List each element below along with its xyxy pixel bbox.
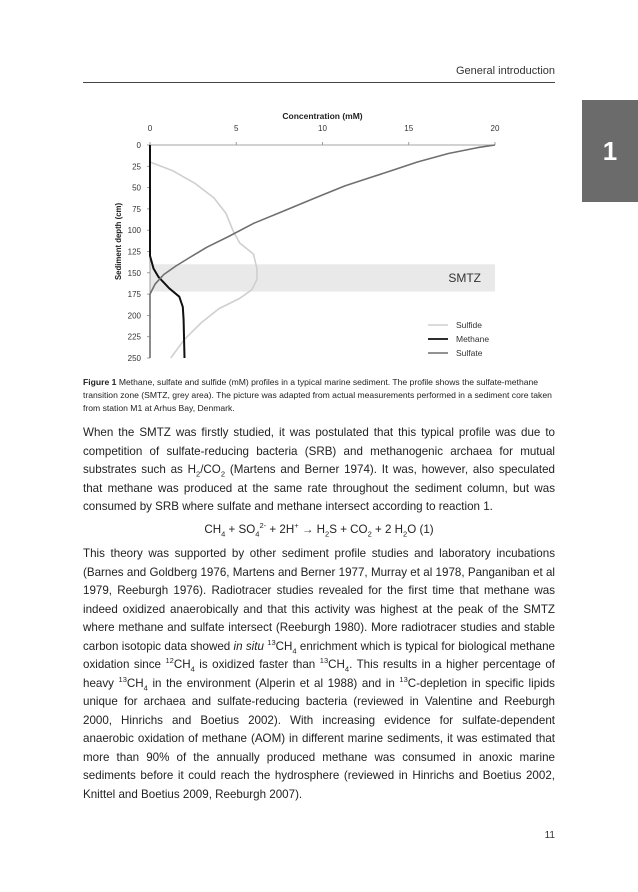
- p1-text-3: (Martens and Berner 1974). It was, however, also speculated that methane was produced at the same rate throughout the sediment column, but was consumed by SRB where sulfate and methane intersect according to reaction 1.: [83, 463, 555, 513]
- p1-text-1: When the SMTZ was firstly studied, it was postulated that this typical profile was due to competition of sulfate-reducing bacteria (SRB) and methanogenic archaea for mutual substrates such as H: [83, 426, 555, 476]
- eq-part: CH: [204, 523, 222, 536]
- x-tick-label: 15: [404, 124, 414, 133]
- eq-sub: 2: [403, 529, 408, 539]
- reaction-equation: [83, 521, 555, 539]
- y-tick-label: 125: [127, 247, 141, 257]
- running-header: General introduction: [455, 65, 555, 77]
- p2-sub: 4: [143, 682, 148, 692]
- series-line-sulfate: [150, 145, 495, 358]
- smtz-label: SMTZ: [448, 270, 481, 285]
- p2-sub: 4: [292, 645, 297, 655]
- p2-text: in the environment (Alperin et al 1988) and in: [147, 676, 400, 690]
- y-tick-label: 100: [127, 226, 141, 236]
- p2-sub: 4: [190, 664, 195, 674]
- eq-part: → H: [298, 523, 326, 536]
- eq-part: + 2 H: [371, 523, 404, 536]
- legend-label-methane: Methane: [456, 334, 490, 344]
- depth-profile-chart: [83, 100, 503, 370]
- paragraph-2: [83, 545, 555, 804]
- smtz-band: [150, 264, 495, 291]
- eq-part: + SO: [225, 523, 256, 536]
- eq-part: S + CO: [329, 523, 368, 536]
- p2-sup: 13: [319, 656, 329, 666]
- eq-sup: +: [294, 521, 299, 531]
- x-tick-label: 5: [234, 124, 239, 133]
- series-line-sulfide: [150, 145, 257, 358]
- eq-sub: 2: [325, 529, 330, 539]
- p2-sub: 4: [344, 664, 350, 674]
- eq-sub: 4: [255, 529, 260, 539]
- p2-sup: 12: [165, 656, 174, 666]
- chapter-tab: [582, 100, 638, 202]
- y-tick-label: 250: [127, 354, 141, 363]
- caption-label: Figure 1: [83, 377, 117, 387]
- chart-title: Concentration (mM): [282, 111, 363, 121]
- eq-sup: 2-: [259, 521, 267, 531]
- legend-label-sulfate: Sulfate: [456, 348, 483, 358]
- x-tick-label: 10: [318, 124, 327, 133]
- p1-sub: 2: [220, 469, 226, 479]
- header-rule: [83, 82, 555, 83]
- p2-text: CH: [328, 658, 345, 671]
- series-line-methane: [150, 145, 185, 358]
- p2-text: C-depletion in specific lipids unique for archaea and sulfate-reducing bacteria (reviewed in Valentine and Reeburgh 2000, Hinrichs and Boetius 2002). With increasing evidence for sulfate-dependent anaerobic oxidation of methane (AOM) in different marine sediments, it was estimated that more than 90% of the annually produced methane was consumed in anoxic marine sediments before it could reach the hydrosphere (reviewed in Hinrichs and Boetius 2002, Knittel and Boetius 2009, Reeburgh 2007).: [83, 676, 555, 801]
- page-number: 11: [544, 830, 555, 841]
- caption-text: Methane, sulfate and sulfide (mM) profiles in a typical marine sediment. The profile shows the sulfate-methane transition zone (SMTZ, grey area). The picture was adapted from actual measurements performed in a sediment core taken from station M1 at Arhus Bay, Denmark.: [83, 377, 552, 413]
- p2-text: is oxidized faster than: [194, 658, 320, 671]
- legend-label-sulfide: Sulfide: [456, 320, 482, 330]
- chapter-number: 1: [602, 135, 618, 166]
- p2-text: CH: [173, 658, 191, 671]
- p2-sup: 13: [399, 674, 408, 684]
- p2-text: This theory was supported by other sediment profile studies and laboratory incubations (Barnes and Goldberg 1976, Martens and Berner 1977, Murray et al 1978, Panganiban et al 1979, Reeburgh 1976). Radiotracer studies revealed for the first time that methane was indeed oxidized anaerobically and that this activity was highest at the peak of the SMTZ where methane and sulfate intersect (Reeburgh 1980). More radiotracer studies and stable carbon isotopic data showed: [83, 547, 555, 653]
- figure-caption: [83, 376, 555, 415]
- y-tick-label: 0: [136, 141, 141, 150]
- p2-text: CH: [275, 639, 293, 653]
- y-tick-label: 150: [127, 268, 141, 278]
- paragraph-1: [83, 424, 555, 517]
- p2-text: . This results in a higher percentage of heavy: [83, 658, 555, 690]
- p1-sub: 2: [196, 469, 201, 479]
- y-axis-label: Sediment depth (cm): [114, 202, 123, 281]
- p2-sup: 13: [267, 637, 276, 647]
- eq-part: + 2H: [266, 523, 295, 536]
- y-tick-label: 25: [132, 162, 141, 172]
- x-tick-label: 20: [490, 124, 500, 133]
- y-tick-label: 200: [127, 311, 141, 321]
- p1-text-2: /CO: [200, 463, 221, 476]
- p2-italic: in situ: [233, 639, 264, 653]
- y-tick-label: 225: [127, 332, 141, 342]
- y-tick-label: 175: [127, 290, 141, 300]
- eq-sub: 4: [221, 529, 226, 539]
- eq-part: O (1): [407, 523, 434, 536]
- p2-text: CH: [126, 676, 144, 690]
- p2-text: enrichment which is typical for biological methane oxidation since: [83, 639, 555, 671]
- y-tick-label: 50: [132, 183, 141, 193]
- eq-sub: 2: [367, 529, 372, 539]
- x-tick-label: 0: [147, 124, 153, 133]
- y-tick-label: 75: [132, 204, 141, 214]
- p2-sup: 13: [118, 674, 127, 684]
